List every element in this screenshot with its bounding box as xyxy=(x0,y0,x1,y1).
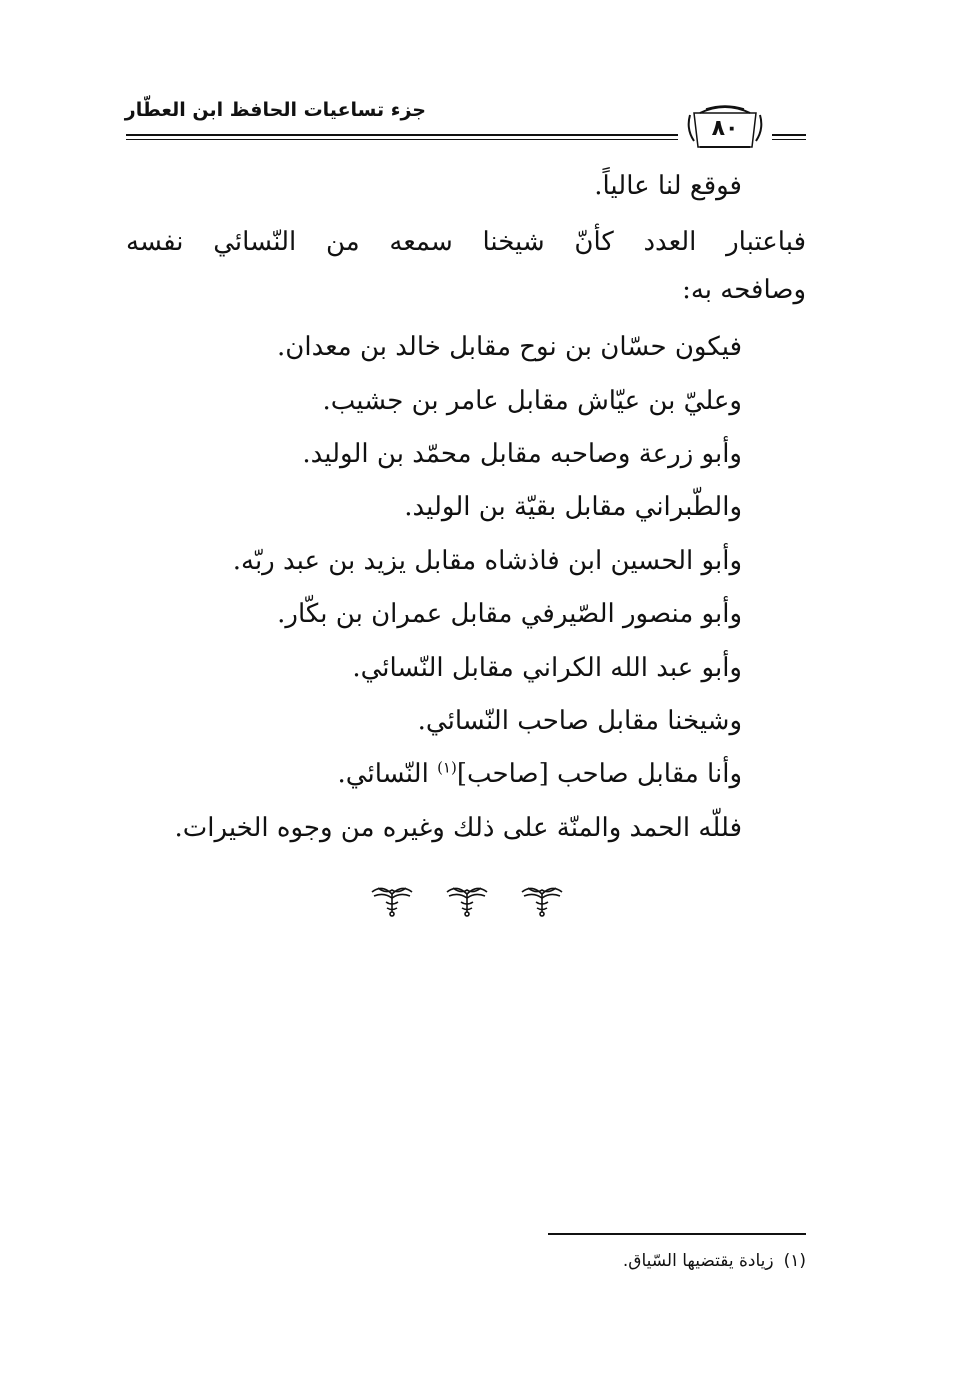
footnote-number: (١) xyxy=(783,1251,806,1271)
text-line-3: وصافحه به: xyxy=(682,275,806,305)
footnote-separator xyxy=(548,1233,806,1235)
header-rule xyxy=(126,134,678,136)
footnote-reference[interactable]: (١) xyxy=(437,758,457,777)
text-line-12-end: النّسائي. xyxy=(337,759,438,789)
text-line-7: والطّبراني مقابل بقيّة بن الوليد. xyxy=(404,492,742,522)
text-line-4: فيكون حسّان بن نوح مقابل خالد بن معدان. xyxy=(277,332,742,362)
text-line-12-start: وأنا مقابل صاحب [صاحب] xyxy=(456,759,742,789)
header-rule-right-thin xyxy=(772,139,806,140)
text-line-10: وأبو عبد الله الكراني مقابل النّسائي. xyxy=(352,653,742,683)
text-line-8: وأبو الحسين ابن فاذشاه مقابل يزيد بن عبد ربّه. xyxy=(232,546,742,576)
page-number: ٨٠ xyxy=(711,116,739,141)
text-line-1: فوقع لنا عالياً. xyxy=(594,171,742,201)
section-ornament xyxy=(362,880,572,920)
text-line-11: وشيخنا مقابل صاحب النّسائي. xyxy=(417,706,742,736)
footnote-text: زيادة يقتضيها السّياق. xyxy=(622,1251,774,1271)
footnote-1 xyxy=(623,1247,806,1275)
text-line-9: وأبو منصور الصّيرفي مقابل عمران بن بكّار. xyxy=(277,599,742,629)
text-line-12 xyxy=(338,754,742,794)
header-rule-right xyxy=(772,134,806,136)
fleuron-ornament-icon xyxy=(362,880,572,920)
text-line-13: فللّه الحمد والمنّة على ذلك وغيره من وجوه الخيرات. xyxy=(174,813,742,843)
text-line-2: فباعتبار العدد كأنّ شيخنا سمعه من النّسائي نفسه xyxy=(126,227,806,257)
page-number-frame xyxy=(680,103,770,151)
text-line-6: وأبو زرعة وصاحبه مقابل محمّد بن الوليد. xyxy=(302,439,742,469)
header-rule-thin xyxy=(126,139,678,140)
running-title: جزء تساعيات الحافظ ابن العطّار xyxy=(124,99,426,121)
text-line-5: وعليّ بن عيّاش مقابل عامر بن جشيب. xyxy=(322,386,742,416)
